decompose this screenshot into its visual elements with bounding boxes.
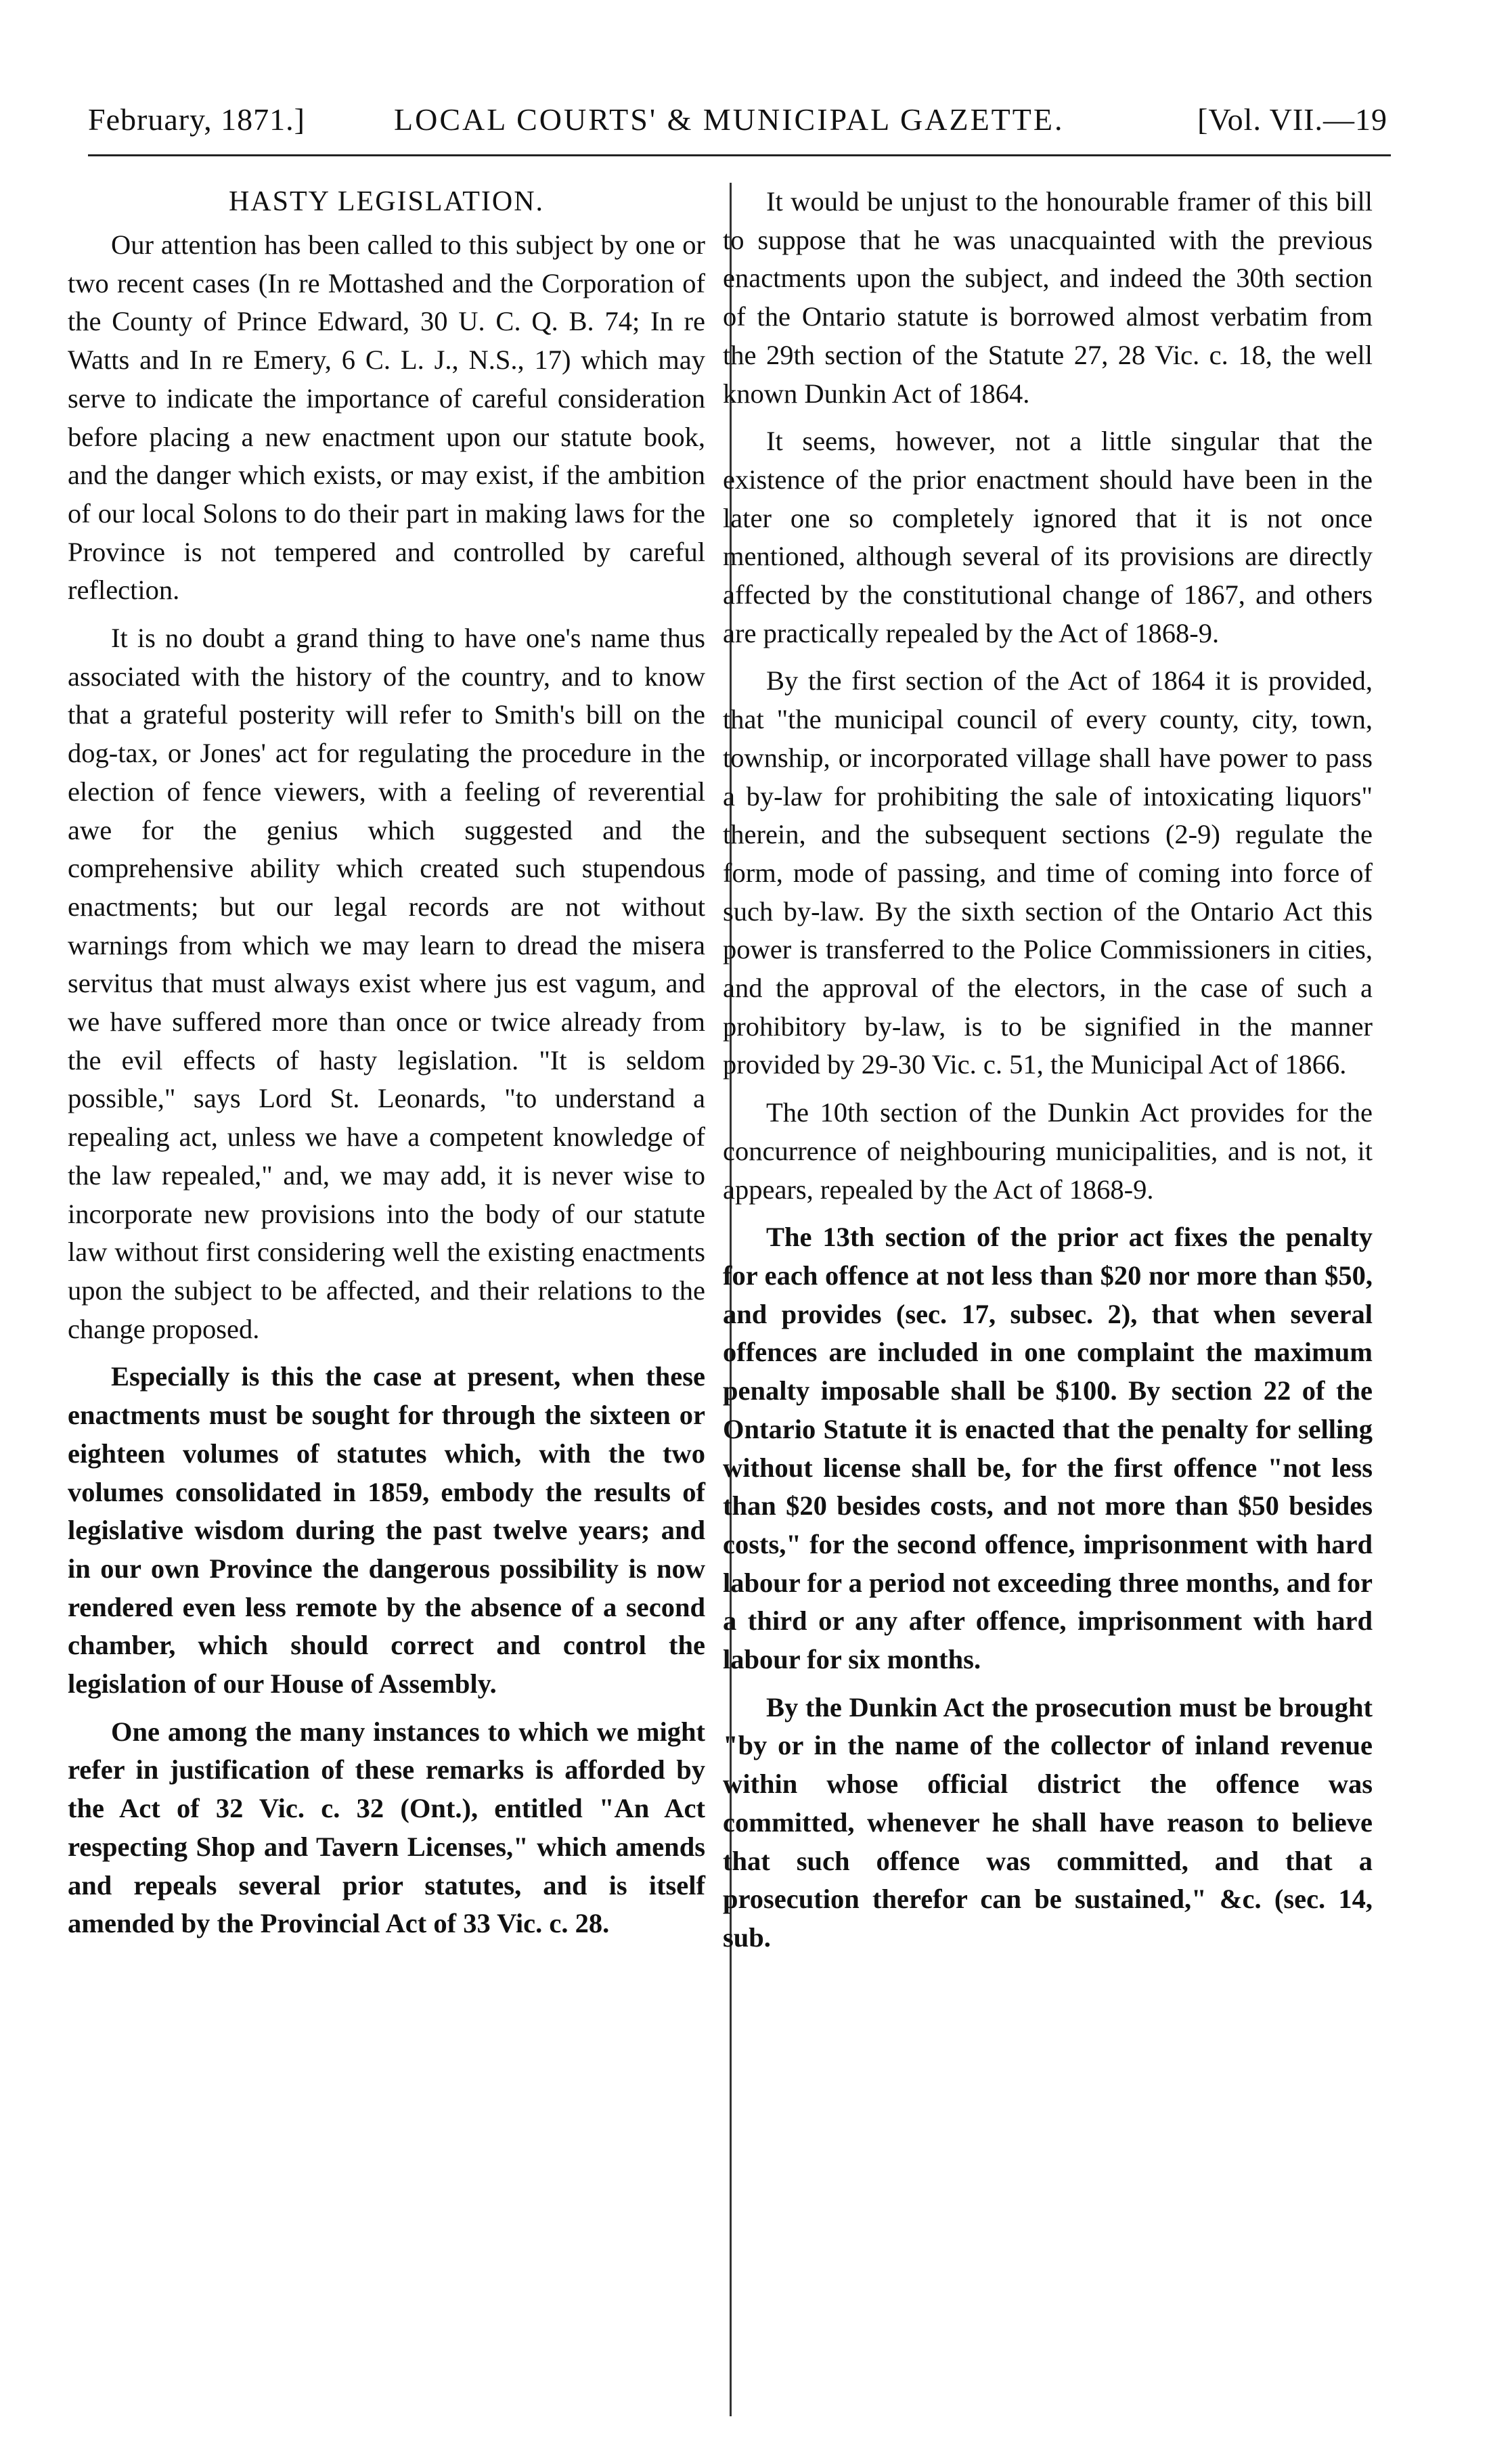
header-volume-page: [Vol. VII.—19 (1197, 102, 1387, 137)
right-paragraph-1: It would be unjust to the honourable framer of this bill to suppose that he was unacquainted with the previous enactments upon the subject, and indeed the 30th section of the Ontario statute is borrowed almost verbatim from the 29th section of the Statute 27, 28 Vic. c. 18, the well known Dunkin Act of 1864. (723, 186, 1373, 409)
left-paragraph-3: Especially is this the case at present, when these enactments must be sought for through the sixteen or eighteen volumes of statutes which, with the two volumes consolidated in 1859, embody the results of legislative wisdom during the past twelve years; and in our own Province the dangerous possibility is now rendered even less remote by the absence of a second chamber, which should correct and control the legislation of our House of Assembly. (68, 1361, 705, 1700)
right-paragraph-3: By the first section of the Act of 1864 it is provided, that "the municipal council of every county, city, town, township, or incorporated village shall have power to pass a by-law for prohibiting the sale of intoxicating liquors" therein, and the subsequent sections (2-9) regulate the form, mode of passing, and time of coming into force of such by-law. By the sixth section of the Ontario Act this power is transferred to the Police Commissioners in cities, and the approval of the electors, in the case of such a prohibitory by-law, is to be signified in the manner provided by 29-30 Vic. c. 51, the Municipal Act of 1866. (723, 665, 1373, 1080)
left-paragraph-1: Our attention has been called to this subject by one or two recent cases (In re Mottashed and the Corporation of the County of Prince Edward, 30 U. C. Q. B. 74; In re Watts and In re Emery, 6 C. L. J., N.S., 17) which may serve to indicate the importance of careful consideration before placing a new enactment upon our statute book, and the danger which exists, or may exist, if the ambition of our local Solons to do their part in making laws for the Province is not tempered and controlled by careful reflection. (68, 229, 705, 606)
left-paragraph-4: One among the many instances to which we might refer in justification of these remarks is afforded by the Act of 32 Vic. c. 32 (Ont.), entitled "An Act respecting Shop and Tavern Licenses," which amends and repeals several prior statutes, and is itself amended by the Provincial Act of 33 Vic. c. 28. (68, 1716, 705, 1939)
page-header (88, 102, 1387, 156)
right-paragraph-5: The 13th section of the prior act fixes the penalty for each offence at not less than $20 nor more than $50, and provides (sec. 17, subsec. 2), that when several offences are included in one complaint the maximum penalty imposable shall be $100. By section 22 of the Ontario Statute it is enacted that the penalty for selling without license shall be, for the first offence "not less than $20 besides costs, and not more than $50 besides costs," for the second offence, imprisonment with hard labour for a period not exceeding three months, and for a third or any after offence, imprisonment with hard labour for six months. (723, 1222, 1373, 1675)
header-journal-title: LOCAL COURTS' & MUNICIPAL GAZETTE. (394, 102, 1065, 137)
right-column (723, 183, 1373, 1967)
header-rule (88, 154, 1391, 156)
left-paragraph-2: It is no doubt a grand thing to have one's name thus associated with the history of the country, and to know that a grateful posterity will refer to Smith's bill on the dog-tax, or Jones' act for regulating the procedure in the election of fence viewers, with a feeling of reverential awe for the genius which suggested and the comprehensive ability which created such stupendous enactments; but our legal records are not without warnings from which we may learn to dread the misera servitus that must always exist where jus est vagum, and we have suffered more than once or twice already from the evil effects of hasty legislation. "It is seldom possible," says Lord St. Leonards, "to understand a repealing act, unless we have a competent knowledge of the law repealed," and, we may add, it is never wise to incorporate new provisions into the body of our statute law without first considering well the existing enactments upon the subject to be affected, and their relations to the change proposed. (68, 623, 705, 1344)
right-paragraph-6: By the Dunkin Act the prosecution must be brought "by or in the name of the collector of inland revenue within whose official district the offence was committed, whenever he shall have reason to believe that such offence was committed, and that a prosecution therefor can be sustained," &c. (sec. 14, sub. (723, 1691, 1373, 1953)
left-column (68, 183, 705, 1953)
header-date: February, 1871.] (88, 102, 305, 137)
article-title: HASTY LEGISLATION. (228, 186, 545, 217)
right-paragraph-4: The 10th section of the Dunkin Act provides for the concurrence of neighbouring municipalities, and is not, it appears, repealed by the Act of 1868-9. (723, 1097, 1373, 1205)
right-paragraph-2: It seems, however, not a little singular that the existence of the prior enactment should have been in the later one so completely ignored that it is not once mentioned, although several of its provisions are directly affected by the constitutional change of 1867, and others are practically repealed by the Act of 1868-9. (723, 426, 1373, 648)
